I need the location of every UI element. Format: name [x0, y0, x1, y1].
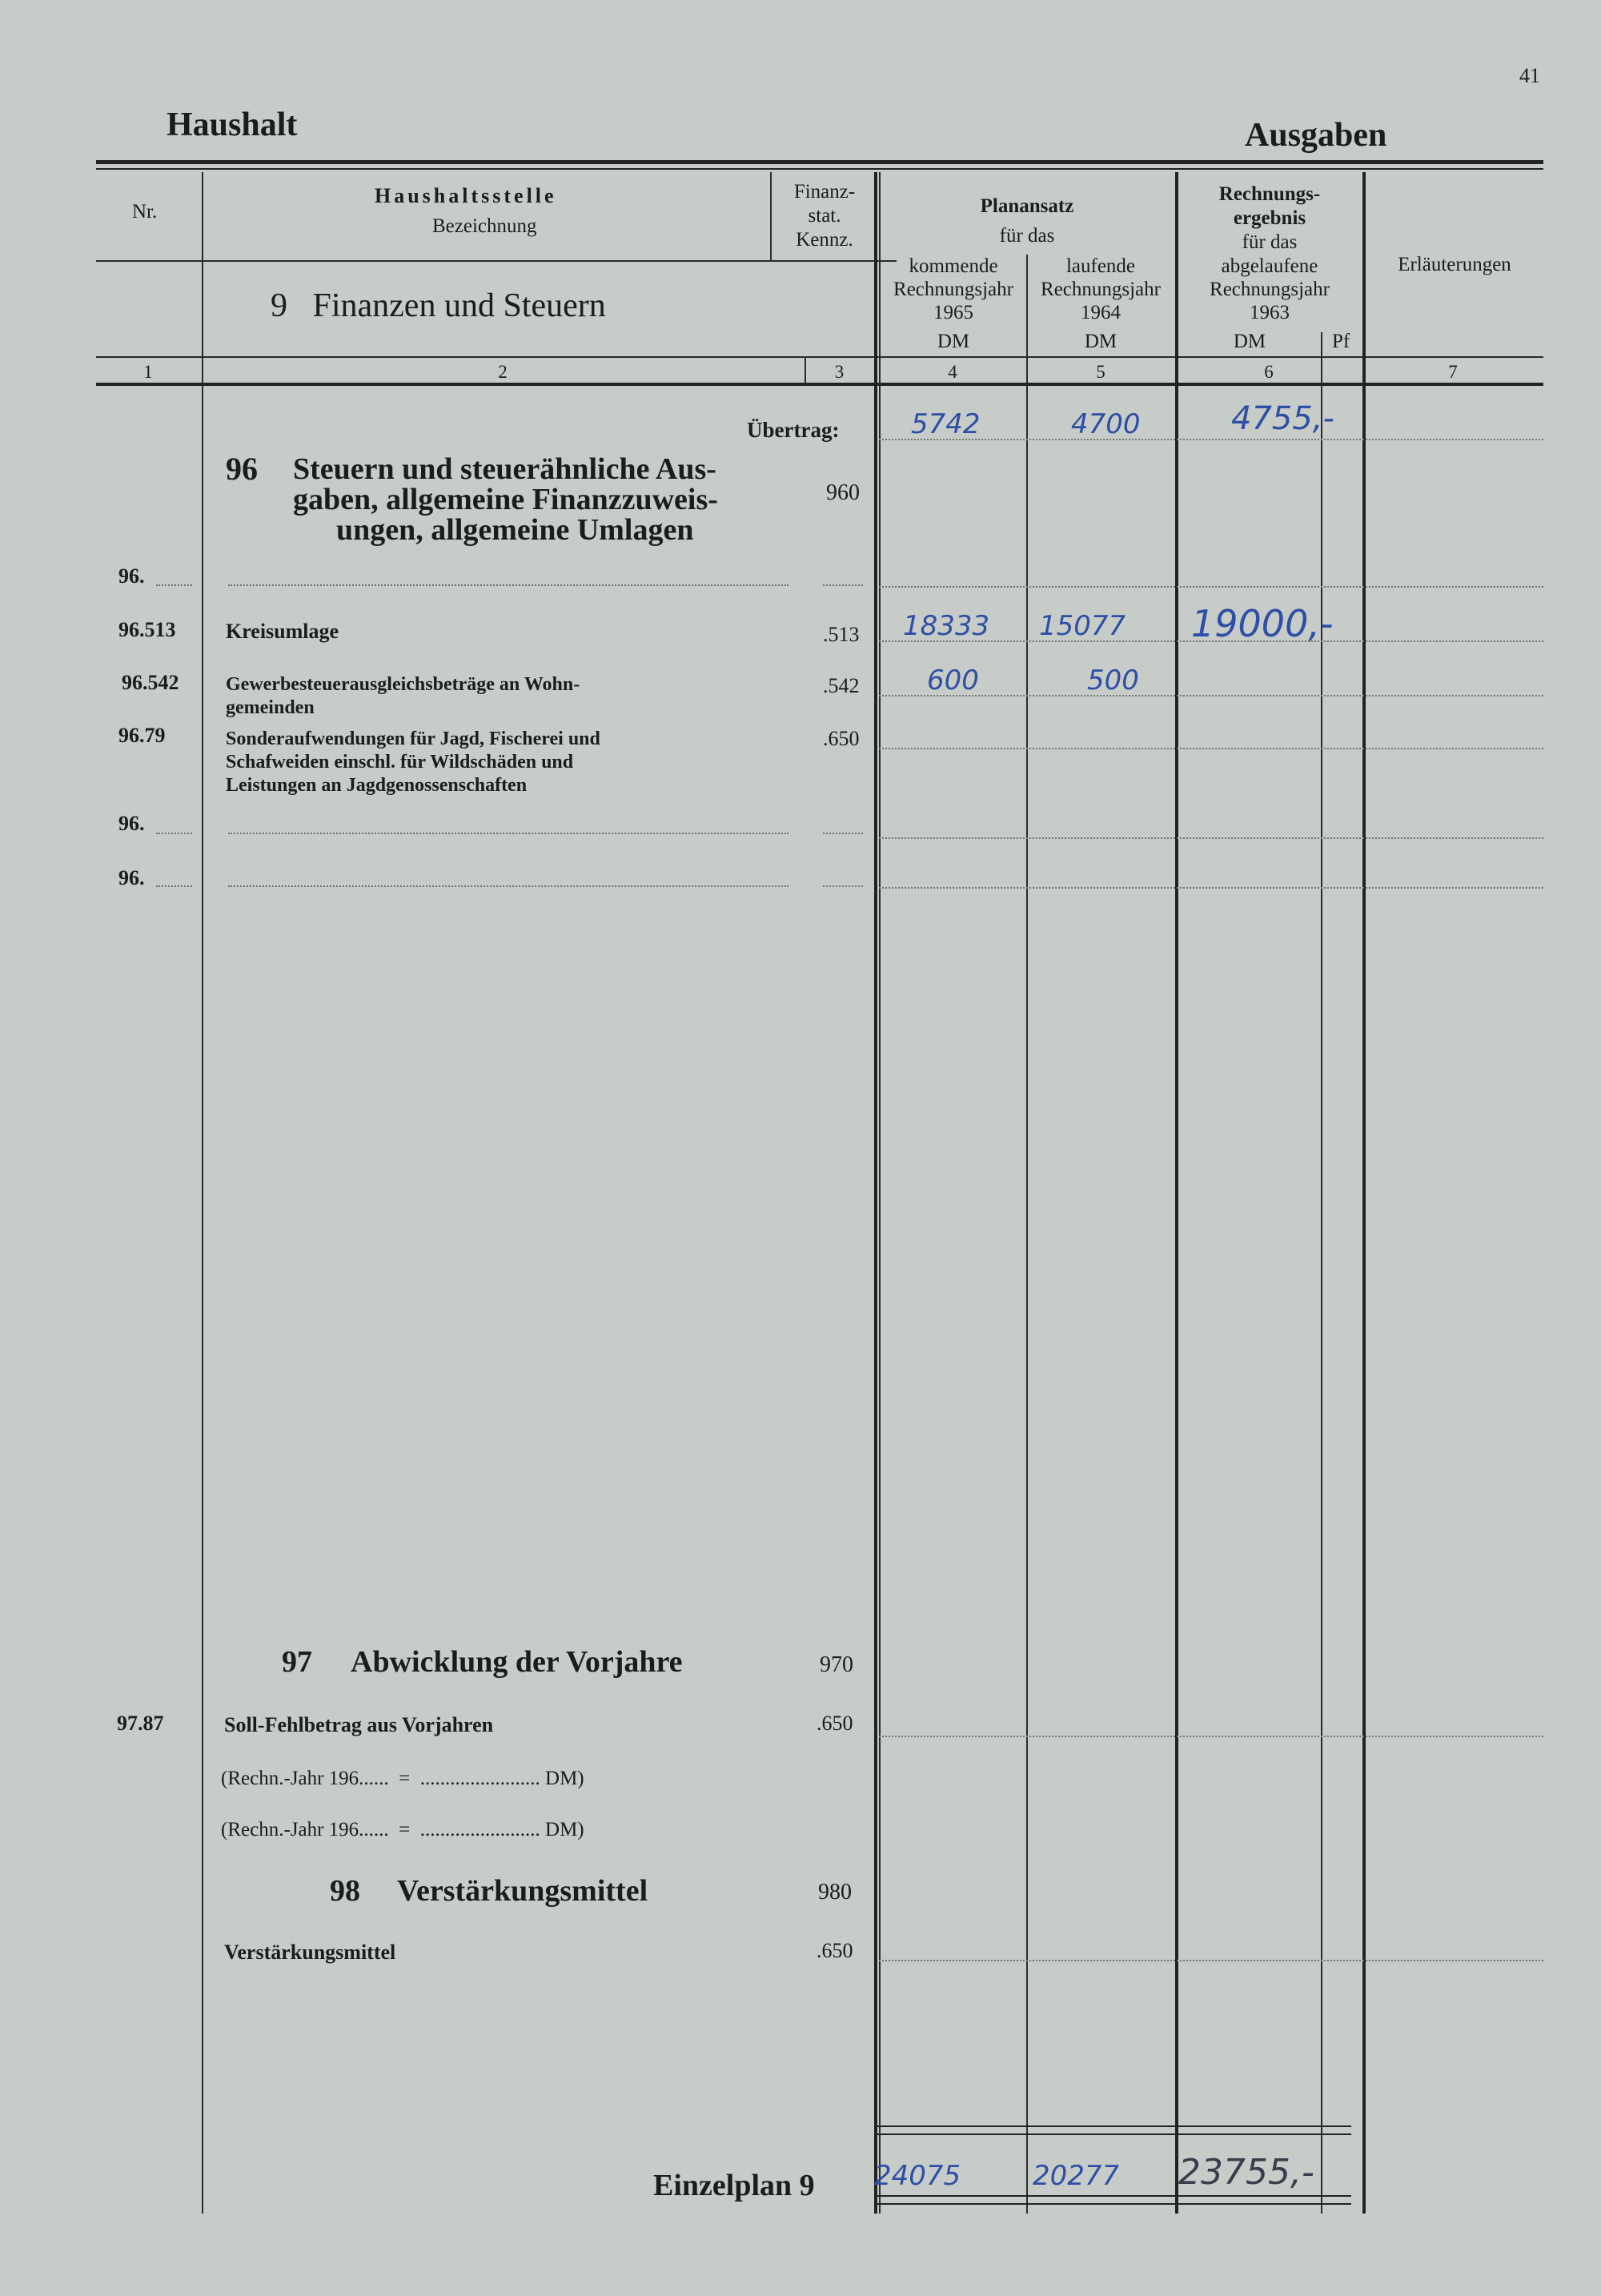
col-plan-sub: für das — [999, 225, 1055, 247]
col-rech-pf: Pf — [1332, 331, 1350, 352]
row2-kennz: .513 — [823, 623, 860, 646]
row6-nr: 96. — [118, 866, 145, 889]
col-rech-sub-3: Rechnungsjahr — [1210, 279, 1330, 300]
header-divider — [96, 260, 897, 262]
uebertrag-plan-1965: 5742 — [911, 408, 981, 440]
uebertrag-plan-1964: 4700 — [1071, 408, 1141, 440]
row3-nr: 96.542 — [122, 671, 179, 694]
section98-amount-dots — [879, 1960, 1543, 1961]
row3-plan-1964: 500 — [1087, 664, 1139, 696]
einzelplan-title: 9 Finanzen und Steuern — [271, 287, 606, 324]
row6-kennz-dots — [823, 885, 863, 887]
col-plan-kommende-2: Rechnungsjahr — [893, 279, 1013, 300]
section97-row-text: Soll-Fehlbetrag aus Vorjahren — [224, 1713, 494, 1736]
row5-nr-dots — [156, 833, 192, 834]
col-line-3 — [874, 172, 877, 2214]
plan-split-head — [1026, 255, 1028, 355]
col-rech-dm: DM — [1233, 331, 1266, 352]
total-rule-bottom — [874, 2195, 1351, 2197]
col-line-6 — [1362, 172, 1366, 2214]
col-line-2-head — [770, 172, 772, 260]
section98-number: 98 — [330, 1874, 360, 1908]
col-finanzstat-1: Finanz- — [793, 181, 856, 203]
col-plan-laufende-3: 1964 — [1081, 302, 1121, 323]
footer-result-1963: 23755,- — [1178, 2152, 1314, 2193]
section96-title-3: ungen, allgemeine Umlagen — [336, 513, 694, 547]
footer-einzelplan: Einzelplan 9 — [653, 2169, 815, 2202]
top-rule — [96, 160, 1543, 164]
footer-plan-1965: 24075 — [874, 2160, 961, 2192]
total-rule-top-2 — [874, 2133, 1351, 2135]
col-line-1 — [202, 172, 203, 2214]
section98-row-kennz: .650 — [817, 1939, 853, 1962]
col-number-4: 4 — [948, 362, 957, 382]
row4-text-1: Sonderaufwendungen für Jagd, Fischerei und — [226, 729, 600, 749]
column-number-top — [96, 356, 1543, 358]
col-nr-header: Nr. — [132, 201, 158, 223]
col-finanzstat-2: stat. — [808, 205, 841, 227]
section97-sub2: (Rechn.-Jahr 196...... = ........................ DM) — [221, 1819, 584, 1840]
col-number-5: 5 — [1096, 362, 1105, 382]
row4-nr: 96.79 — [118, 724, 166, 747]
col-erlaeuterungen: Erläuterungen — [1398, 254, 1511, 275]
row4-amount-dots — [879, 748, 1543, 749]
row3-text-1: Gewerbesteuerausgleichsbeträge an Wohn- — [226, 674, 580, 695]
header-left: Haushalt — [167, 106, 298, 143]
uebertrag-dotted — [879, 439, 1543, 440]
uebertrag-result-1963: 4755,- — [1231, 400, 1334, 437]
section98-row-text: Verstärkungsmittel — [224, 1941, 396, 1964]
row5-kennz-dots — [823, 833, 863, 834]
page-number: 41 — [1519, 64, 1540, 87]
col-rech-sub-1: für das — [1242, 231, 1298, 253]
section97-code: 970 — [820, 1652, 853, 1677]
col-bezeichnung-header: Bezeichnung — [432, 215, 537, 237]
uebertrag-label: Übertrag: — [747, 418, 840, 442]
row4-text-2: Schafweiden einschl. für Wildschäden und — [226, 752, 574, 773]
col-plan-laufende-1: laufende — [1065, 255, 1136, 277]
section96-title-1: Steuern und steuerähnliche Aus- — [293, 452, 716, 486]
top-rule-thin — [96, 168, 1543, 170]
row3-text-2: gemeinden — [226, 697, 315, 718]
row6-text-dots — [228, 885, 788, 887]
row1-kennz-dots — [823, 584, 863, 586]
col-number-1: 1 — [143, 362, 153, 382]
row1-amount-dots — [879, 586, 1543, 588]
section97-amount-dots — [879, 1736, 1543, 1737]
col-plan-kommende-dm: DM — [937, 331, 970, 352]
col-haushaltsstelle-header: Haushaltsstelle — [375, 184, 557, 207]
col-line-4 — [1026, 256, 1028, 2214]
col-plan-laufende-2: Rechnungsjahr — [1041, 279, 1161, 300]
col-number-7: 7 — [1448, 362, 1458, 382]
col-rech-title-1: Rechnungs- — [1218, 183, 1321, 205]
footer-plan-1964: 20277 — [1033, 2160, 1120, 2192]
row1-text-dots — [228, 584, 788, 586]
row6-nr-dots — [156, 885, 192, 887]
column-number-bottom — [96, 383, 1543, 386]
col-plan-kommende-3: 1965 — [933, 302, 973, 323]
col-number-3: 3 — [834, 362, 845, 382]
col-rech-title-2: ergebnis — [1233, 207, 1306, 229]
col-plan-title: Planansatz — [980, 195, 1074, 217]
col-number-2: 2 — [498, 362, 508, 382]
section96-code: 960 — [826, 480, 860, 505]
row2-text: Kreisumlage — [226, 620, 339, 643]
header-right: Ausgaben — [1245, 117, 1387, 154]
section97-row-nr: 97.87 — [117, 1712, 164, 1735]
total-rule-bottom-2 — [874, 2203, 1351, 2205]
col-finanzstat-3: Kennz. — [796, 229, 853, 251]
row5-amount-dots — [879, 837, 1543, 839]
row6-amount-dots — [879, 887, 1543, 889]
section98-title: Verstärkungsmittel — [397, 1874, 648, 1908]
section97-sub1: (Rechn.-Jahr 196...... = ........................ DM) — [221, 1768, 584, 1789]
row2-result-1963: 19000,- — [1191, 602, 1334, 645]
row2-amount-dots — [879, 640, 1543, 642]
section97-title: Abwicklung der Vorjahre — [351, 1645, 683, 1679]
row2-nr: 96.513 — [118, 618, 176, 641]
total-rule-top — [874, 2125, 1351, 2127]
section97-row-kennz: .650 — [817, 1712, 853, 1735]
col-number-6: 6 — [1264, 362, 1274, 382]
section96-number: 96 — [226, 451, 258, 487]
col-rech-sub-4: 1963 — [1250, 302, 1290, 323]
section98-code: 980 — [818, 1880, 852, 1905]
row5-nr: 96. — [118, 812, 145, 835]
row5-text-dots — [228, 833, 788, 834]
row1-nr: 96. — [118, 564, 145, 588]
section97-number: 97 — [282, 1645, 312, 1679]
col-plan-laufende-dm: DM — [1084, 331, 1117, 352]
row4-text-3: Leistungen an Jagdgenossenschaften — [226, 775, 528, 796]
col-line-3b — [879, 172, 881, 2214]
row3-amount-dots — [879, 695, 1543, 696]
row1-nr-dots — [156, 584, 192, 586]
row3-plan-1965: 600 — [927, 664, 979, 696]
row4-kennz: .650 — [823, 727, 860, 750]
section96-title-2: gaben, allgemeine Finanzzuweis- — [293, 483, 718, 516]
row3-kennz: .542 — [823, 674, 860, 697]
row2-plan-1964: 15077 — [1039, 610, 1126, 642]
row2-plan-1965: 18333 — [903, 610, 990, 642]
col-plan-kommende-1: kommende — [909, 255, 998, 277]
col-line-5 — [1175, 172, 1178, 2214]
col-rech-sub-2: abgelaufene — [1221, 255, 1318, 277]
